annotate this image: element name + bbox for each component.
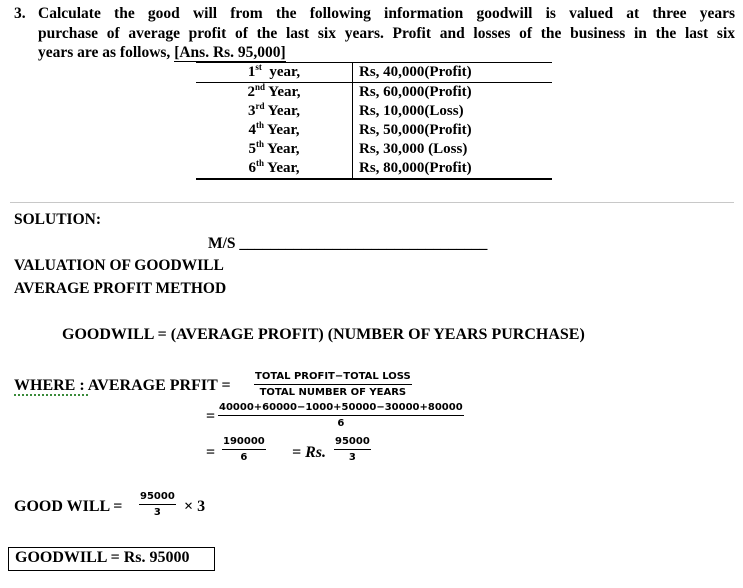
year-ordinal: 6: [248, 160, 256, 176]
year-ordinal: 5: [248, 141, 256, 157]
year-ordinal-suffix: st: [255, 62, 262, 72]
year-ordinal-suffix: rd: [255, 101, 265, 111]
year-ordinal: 2: [247, 84, 255, 100]
equals-sign: =: [206, 408, 216, 425]
table-row: [196, 83, 552, 103]
times-three: × 3: [184, 498, 206, 515]
year-cell: [196, 102, 353, 121]
average-profit-label: AVERAGE PRFIT =: [87, 377, 231, 394]
amount-cell: Rs, 30,000 (Loss): [359, 141, 468, 157]
fraction-numerator: 95000: [139, 491, 176, 505]
where-label: WHERE :: [14, 377, 88, 394]
valuation-heading: VALUATION OF GOODWILL: [14, 257, 224, 274]
year-cell: [196, 159, 353, 179]
year-ordinal: 4: [248, 122, 256, 138]
question-line-3-text: years are as follows,: [38, 44, 175, 61]
year-word: Year,: [263, 141, 300, 157]
amount-cell: Rs, 60,000(Profit): [353, 83, 553, 103]
average-profit-fraction: [254, 371, 412, 398]
table-row: [196, 159, 552, 179]
year-ordinal-suffix: nd: [254, 82, 265, 92]
amount-cell: Rs, 40,000(Profit): [353, 63, 553, 83]
solution-heading: SOLUTION:: [14, 211, 101, 228]
amount-cell: Rs, 10,000(Loss): [359, 103, 464, 119]
fraction-denominator: 3: [153, 507, 161, 518]
goodwill-formula: GOODWILL = (AVERAGE PROFIT) (NUMBER OF YEARS PURCHASE): [62, 326, 585, 343]
method-heading: AVERAGE PROFIT METHOD: [14, 280, 227, 297]
total-fraction: [222, 436, 266, 463]
year-cell: [196, 121, 353, 140]
year-word: Year,: [264, 84, 301, 100]
where-line: [14, 377, 231, 395]
question-line-3: [38, 43, 286, 63]
fraction-numerator: 40000+60000−1000+50000−30000+80000: [218, 402, 464, 416]
year-ordinal: 1: [247, 64, 256, 80]
year-ordinal: 3: [247, 103, 256, 119]
profit-loss-table: [196, 62, 552, 180]
year-word: Year,: [264, 103, 301, 119]
final-answer: GOODWILL = Rs. 95000: [15, 549, 190, 566]
year-word: Year,: [263, 122, 300, 138]
table-row: [196, 121, 552, 140]
answer-hint: [Ans. Rs. 95,000]: [174, 44, 286, 61]
equals-sign: =: [206, 444, 216, 461]
rs-label: = Rs.: [292, 444, 327, 461]
year-cell: [196, 140, 353, 159]
fraction-denominator: 6: [240, 452, 248, 463]
question-line-1: Calculate the good will from the following information goodwill is valued at three years: [38, 5, 735, 22]
table-row: [196, 63, 552, 83]
section-divider: [10, 202, 734, 203]
good-will-label: GOOD WILL =: [14, 498, 123, 515]
question-line-2: purchase of average profit of the last six years. Profit and losses of the business in the last six: [38, 24, 735, 42]
year-ordinal-suffix: th: [255, 139, 264, 149]
question-number: 3.: [14, 5, 26, 22]
ms-line: M/S ________________________________: [208, 235, 488, 252]
goodwill-fraction: [139, 491, 176, 518]
year-ordinal-suffix: th: [255, 158, 264, 168]
fraction-denominator: TOTAL NUMBER OF YEARS: [259, 387, 407, 398]
amount-cell: Rs, 50,000(Profit): [359, 122, 472, 138]
year-word: Year,: [263, 160, 300, 176]
table-row: [196, 102, 552, 121]
average-fraction: [334, 436, 371, 463]
fraction-numerator: 190000: [222, 436, 266, 450]
sum-fraction: [218, 402, 464, 429]
table-row: [196, 140, 552, 159]
year-ordinal-suffix: th: [255, 120, 264, 130]
year-cell: [196, 83, 353, 103]
fraction-numerator: 95000: [334, 436, 371, 450]
amount-cell: Rs, 80,000(Profit): [353, 159, 553, 179]
fraction-denominator: 3: [348, 452, 356, 463]
fraction-numerator: TOTAL PROFIT−TOTAL LOSS: [254, 371, 412, 385]
year-word: year,: [261, 64, 301, 80]
fraction-denominator: 6: [337, 418, 345, 429]
year-cell: [196, 63, 353, 83]
